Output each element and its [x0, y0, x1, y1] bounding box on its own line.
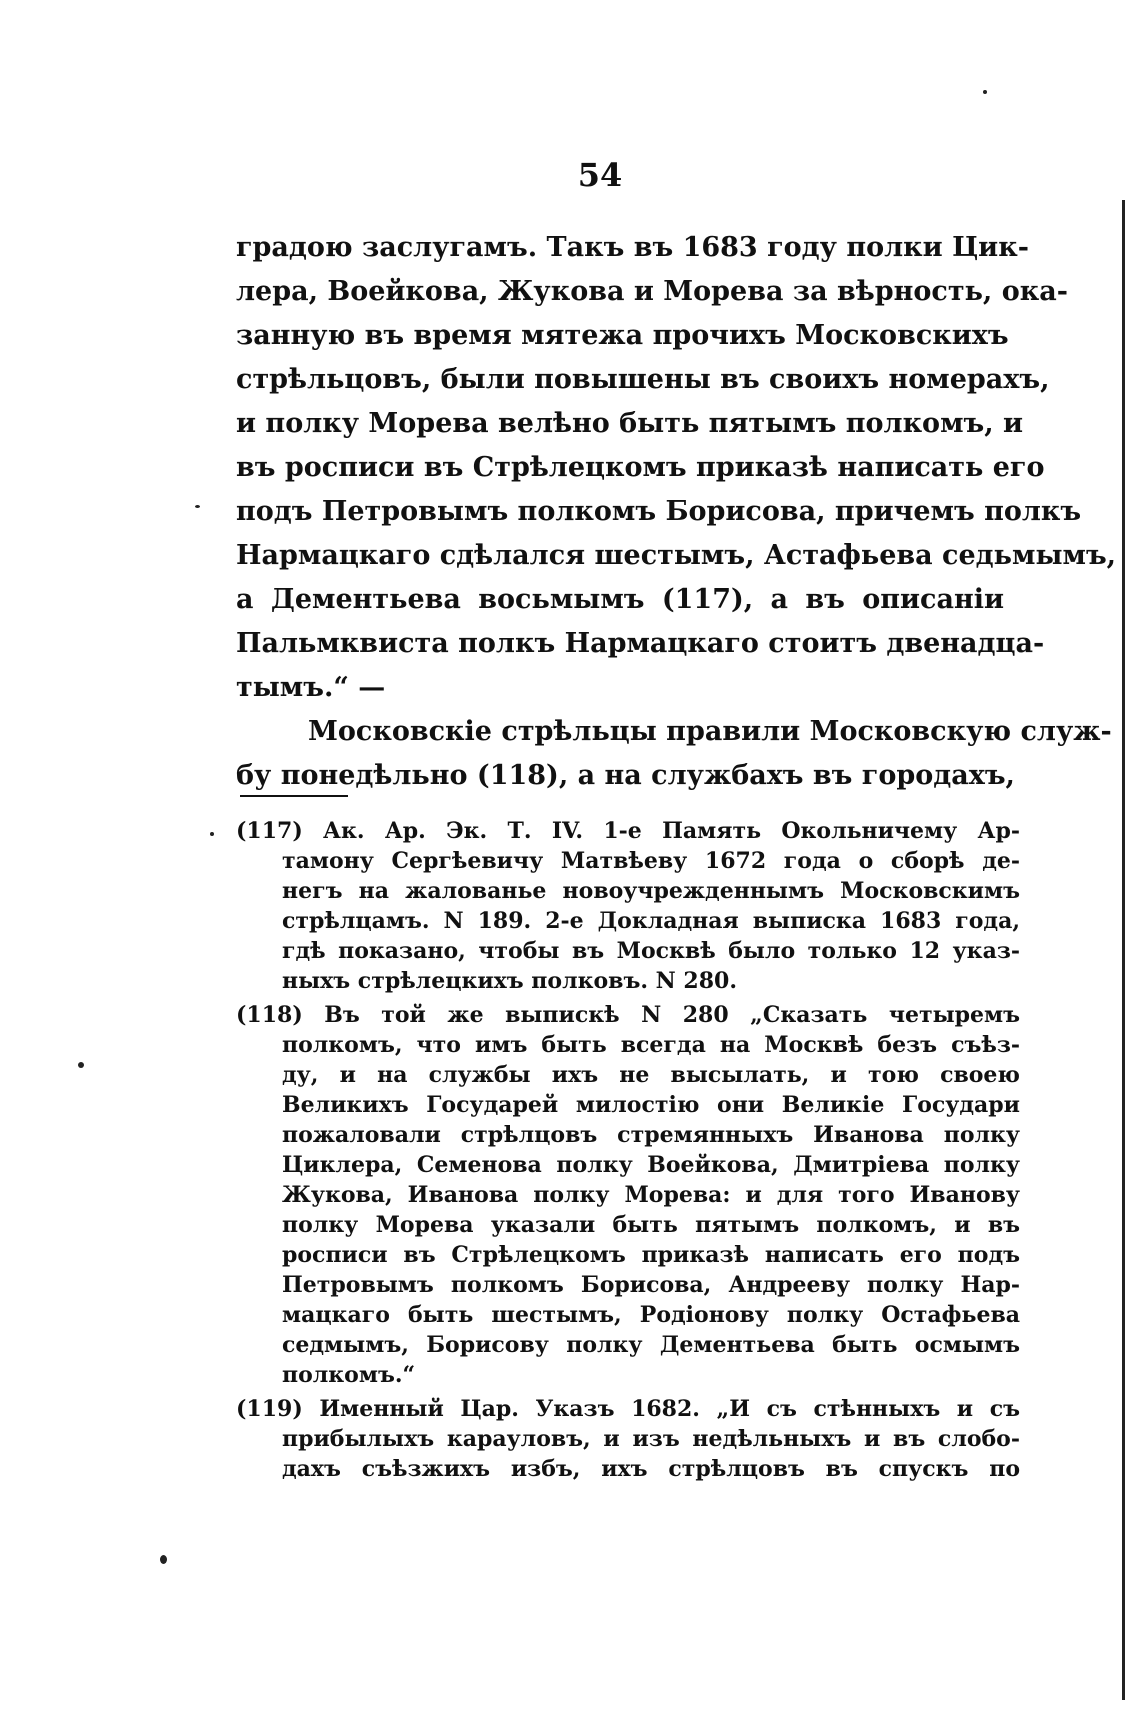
footnote-line: пожаловали стрѣлцовъ стремянныхъ Иванова полку — [282, 1122, 1020, 1148]
footnote-separator — [240, 795, 348, 797]
footnote-line: (118) Въ той же выпискѣ N 280 „Сказать четыремъ — [236, 1002, 1020, 1028]
footnotes — [236, 816, 1020, 1484]
footnote-line: седмымъ, Борисову полку Дементьева быть осмымъ — [282, 1332, 1020, 1358]
paragraph-2-line: бу понедѣльно (118), а на службахъ въ городахъ, — [236, 760, 1015, 791]
main-text — [236, 226, 1117, 798]
body-line: подъ Петровымъ полкомъ Борисова, причемъ полкъ — [236, 496, 1082, 527]
body-line: лера, Воейкова, Жукова и Морева за вѣрность, ока- — [236, 276, 1068, 307]
footnote-line: Циклера, Семенова полку Воейкова, Дмитріева полку — [282, 1152, 1020, 1178]
footnote-line: Петровымъ полкомъ Борисова, Андрееву полку Нар- — [282, 1272, 1020, 1298]
body-line: занную въ время мятежа прочихъ Московскихъ — [236, 320, 1009, 351]
footnote-line: негъ на жалованье новоучрежденнымъ Московскимъ — [282, 878, 1020, 904]
footnote-line: дахъ съѣзжихъ избъ, ихъ стрѣлцовъ въ спускъ по — [282, 1456, 1020, 1482]
footnote-line: полкомъ, что имъ быть всегда на Москвѣ безъ съѣз- — [282, 1032, 1020, 1058]
footnote-line: гдѣ показано, чтобы въ Москвѣ было только 12 указ- — [282, 938, 1020, 964]
footnote-line: полку Морева указали быть пятымъ полкомъ, и въ — [282, 1212, 1020, 1238]
body-line: градою заслугамъ. Такъ въ 1683 году полки Цик- — [236, 232, 1029, 263]
footnote-line: тамону Сергѣевичу Матвѣеву 1672 года о сборѣ де- — [282, 848, 1020, 874]
body-line: тымъ.“ — — [236, 672, 386, 703]
body-line: Пальмквиста полкъ Нармацкаго стоитъ двенадца- — [236, 628, 1045, 659]
body-line: Нармацкаго сдѣлался шестымъ, Астафьева седьмымъ, — [236, 540, 1117, 571]
footnote-line: полкомъ.“ — [282, 1362, 416, 1388]
footnote-line: (117) Ак. Ар. Эк. Т. IV. 1-е Память Окольничему Ар- — [236, 818, 1020, 844]
footnote-line: стрѣлцамъ. N 189. 2-е Докладная выписка 1683 года, — [282, 908, 1020, 934]
body-line: стрѣльцовъ, были повышены въ своихъ номерахъ, — [236, 364, 1050, 395]
footnote-line: Великихъ Государей милостію они Великіе Государи — [282, 1092, 1020, 1118]
footnote-line: Жукова, Иванова полку Морева: и для того Иванову — [282, 1182, 1020, 1208]
page-edge-shadow — [1122, 200, 1125, 1700]
footnote-line: прибылыхъ карауловъ, и изъ недѣльныхъ и въ слобо- — [282, 1426, 1020, 1452]
body-line: въ росписи въ Стрѣлецкомъ приказѣ написать его — [236, 452, 1045, 483]
footnote-line: ду, и на службы ихъ не высылать, и тою своею — [282, 1062, 1020, 1088]
footnote-line: мацкаго быть шестымъ, Родіонову полку Остафьева — [282, 1302, 1020, 1328]
footnote-119 — [236, 1394, 1020, 1484]
body-line: и полку Морева велѣно быть пятымъ полкомъ, и — [236, 408, 1024, 439]
scan-speck — [983, 90, 987, 94]
footnote-117 — [236, 816, 1020, 996]
paragraph-2-line: Московскіе стрѣльцы правили Московскую служ- — [308, 716, 1112, 747]
scan-speck — [160, 1555, 167, 1564]
scan-speck — [210, 832, 214, 836]
body-line: а Дементьева восьмымъ (117), а въ описаніи — [236, 584, 1004, 615]
footnote-line: (119) Именный Цар. Указъ 1682. „И съ стѣнныхъ и съ — [236, 1396, 1020, 1422]
footnote-line: росписи въ Стрѣлецкомъ приказѣ написать его подъ — [282, 1242, 1020, 1268]
scan-speck — [195, 505, 200, 508]
page-number: 54 — [577, 156, 623, 194]
scan-speck — [78, 1062, 84, 1068]
footnote-118 — [236, 1000, 1020, 1390]
footnote-line: ныхъ стрѣлецкихъ полковъ. N 280. — [282, 968, 737, 994]
